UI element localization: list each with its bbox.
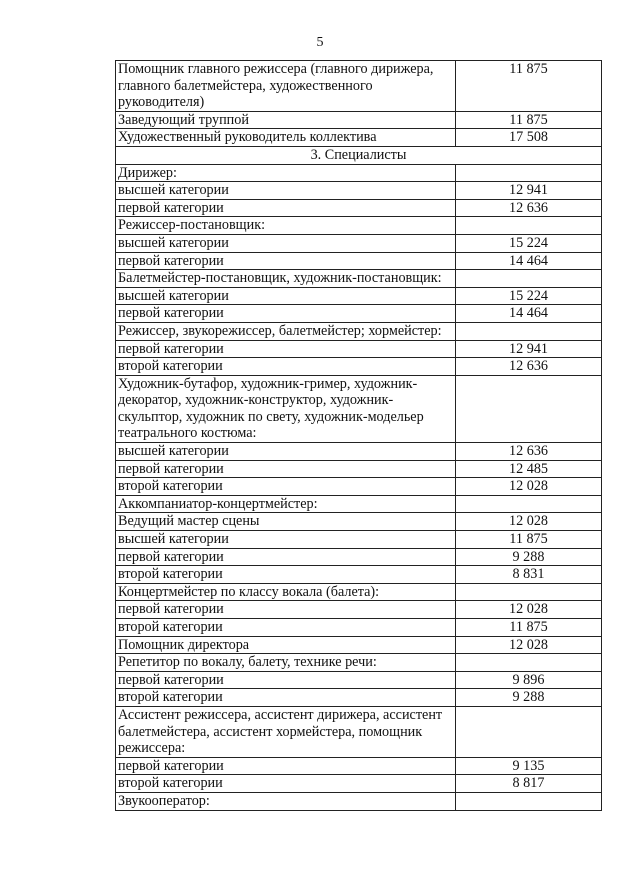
salary-value [456, 495, 602, 513]
table-row [116, 443, 602, 461]
table-row [116, 287, 602, 305]
position-name: Репетитор по вокалу, балету, технике речи: [116, 654, 456, 672]
salary-table [115, 60, 602, 811]
salary-value: 9 288 [456, 548, 602, 566]
salary-value: 12 941 [456, 182, 602, 200]
salary-value: 12 028 [456, 513, 602, 531]
table-row [116, 61, 602, 112]
table-row [116, 513, 602, 531]
table-row [116, 548, 602, 566]
position-name: высшей категории [116, 182, 456, 200]
position-name: высшей категории [116, 531, 456, 549]
table-row [116, 619, 602, 637]
table-row [116, 601, 602, 619]
position-name: первой категории [116, 548, 456, 566]
position-name: второй категории [116, 689, 456, 707]
position-name: Помощник главного режиссера (главного дирижера, главного балетмейстера, художественного руководителя) [116, 61, 456, 112]
table-row [116, 111, 602, 129]
salary-value: 15 224 [456, 287, 602, 305]
salary-value: 14 464 [456, 305, 602, 323]
position-name: Художественный руководитель коллектива [116, 129, 456, 147]
position-name: первой категории [116, 340, 456, 358]
table-row [116, 689, 602, 707]
position-name: Балетмейстер-постановщик, художник-постановщик: [116, 270, 456, 288]
table-row [116, 217, 602, 235]
page-number: 5 [316, 35, 324, 50]
position-name: второй категории [116, 566, 456, 584]
position-name: Звукооператор: [116, 792, 456, 810]
salary-value [456, 217, 602, 235]
salary-value: 12 028 [456, 601, 602, 619]
salary-value [456, 583, 602, 601]
position-name: Режиссер-постановщик: [116, 217, 456, 235]
position-name: высшей категории [116, 443, 456, 461]
table-row [116, 671, 602, 689]
table-row [116, 775, 602, 793]
table-row [116, 199, 602, 217]
position-name: второй категории [116, 478, 456, 496]
salary-value: 8 817 [456, 775, 602, 793]
salary-value [456, 375, 602, 442]
position-name: Концертмейстер по классу вокала (балета): [116, 583, 456, 601]
table-row [116, 252, 602, 270]
salary-value: 14 464 [456, 252, 602, 270]
salary-value: 12 028 [456, 478, 602, 496]
position-name: Режиссер, звукорежиссер, балетмейстер; хормейстер: [116, 322, 456, 340]
position-name: первой категории [116, 305, 456, 323]
position-name: Дирижер: [116, 164, 456, 182]
table-row [116, 792, 602, 810]
position-name: первой категории [116, 199, 456, 217]
salary-value: 17 508 [456, 129, 602, 147]
table-row [116, 757, 602, 775]
position-name: первой категории [116, 601, 456, 619]
salary-value: 9 896 [456, 671, 602, 689]
salary-value: 9 135 [456, 757, 602, 775]
table-row [116, 478, 602, 496]
salary-table-body [116, 61, 602, 811]
salary-value [456, 270, 602, 288]
table-row [116, 495, 602, 513]
salary-value: 12 028 [456, 636, 602, 654]
salary-value: 12 636 [456, 199, 602, 217]
position-name: Помощник директора [116, 636, 456, 654]
table-row [116, 305, 602, 323]
salary-value: 12 636 [456, 358, 602, 376]
salary-value: 12 636 [456, 443, 602, 461]
table-row [116, 460, 602, 478]
table-row [116, 234, 602, 252]
salary-value: 11 875 [456, 619, 602, 637]
position-name: Заведующий труппой [116, 111, 456, 129]
position-name: Аккомпаниатор-концертмейстер: [116, 495, 456, 513]
table-row [116, 182, 602, 200]
section-header-row [116, 146, 602, 164]
table-row [116, 322, 602, 340]
salary-value: 11 875 [456, 111, 602, 129]
salary-value: 12 485 [456, 460, 602, 478]
table-row [116, 270, 602, 288]
table-row [116, 636, 602, 654]
table-row [116, 566, 602, 584]
salary-value [456, 654, 602, 672]
table-row [116, 340, 602, 358]
position-name: второй категории [116, 619, 456, 637]
salary-value [456, 322, 602, 340]
position-name: второй категории [116, 775, 456, 793]
table-row [116, 531, 602, 549]
table-row [116, 358, 602, 376]
salary-value: 11 875 [456, 61, 602, 112]
salary-value: 11 875 [456, 531, 602, 549]
table-row [116, 375, 602, 442]
position-name: высшей категории [116, 234, 456, 252]
section-heading: 3. Специалисты [116, 146, 602, 164]
salary-value: 9 288 [456, 689, 602, 707]
table-row [116, 706, 602, 757]
position-name: первой категории [116, 671, 456, 689]
salary-value [456, 792, 602, 810]
salary-value: 15 224 [456, 234, 602, 252]
position-name: первой категории [116, 460, 456, 478]
position-name: первой категории [116, 252, 456, 270]
table-row [116, 583, 602, 601]
position-name: высшей категории [116, 287, 456, 305]
position-name: Ассистент режиссера, ассистент дирижера, ассистент балетмейстера, ассистент хормейстера, помощник режиссера: [116, 706, 456, 757]
position-name: Художник-бутафор, художник-гример, художник-декоратор, художник-конструктор, художник-скульптор, художник по свету, художник-модельер театрального костюма: [116, 375, 456, 442]
salary-value: 12 941 [456, 340, 602, 358]
table-row [116, 654, 602, 672]
salary-value [456, 164, 602, 182]
position-name: второй категории [116, 358, 456, 376]
position-name: Ведущий мастер сцены [116, 513, 456, 531]
salary-value [456, 706, 602, 757]
position-name: первой категории [116, 757, 456, 775]
salary-value: 8 831 [456, 566, 602, 584]
table-row [116, 164, 602, 182]
table-row [116, 129, 602, 147]
